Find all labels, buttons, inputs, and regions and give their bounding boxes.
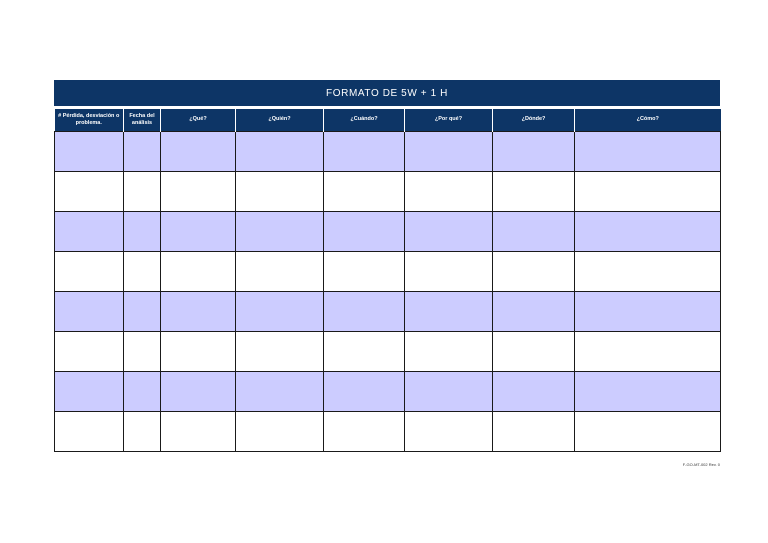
table-cell[interactable] bbox=[575, 291, 721, 331]
table-cell[interactable] bbox=[236, 251, 324, 291]
table-cell[interactable] bbox=[124, 371, 161, 411]
table-cell[interactable] bbox=[124, 411, 161, 451]
table-cell[interactable] bbox=[124, 131, 161, 171]
form-body bbox=[55, 131, 721, 451]
table-cell[interactable] bbox=[55, 411, 124, 451]
table-cell[interactable] bbox=[55, 251, 124, 291]
table-cell[interactable] bbox=[493, 131, 575, 171]
table-cell[interactable] bbox=[236, 411, 324, 451]
header-what: ¿Qué? bbox=[161, 109, 236, 131]
table-cell[interactable] bbox=[405, 251, 493, 291]
table-cell[interactable] bbox=[493, 411, 575, 451]
table-cell[interactable] bbox=[55, 291, 124, 331]
form-title: FORMATO DE 5W + 1 H bbox=[54, 80, 720, 106]
table-cell[interactable] bbox=[493, 251, 575, 291]
table-cell[interactable] bbox=[161, 411, 236, 451]
table-cell[interactable] bbox=[324, 331, 405, 371]
table-cell[interactable] bbox=[324, 371, 405, 411]
table-cell[interactable] bbox=[493, 371, 575, 411]
table-cell[interactable] bbox=[124, 331, 161, 371]
table-cell[interactable] bbox=[55, 131, 124, 171]
table-cell[interactable] bbox=[236, 371, 324, 411]
table-cell[interactable] bbox=[405, 211, 493, 251]
table-cell[interactable] bbox=[55, 171, 124, 211]
header-how: ¿Cómo? bbox=[575, 109, 721, 131]
table-cell[interactable] bbox=[324, 131, 405, 171]
table-cell[interactable] bbox=[124, 291, 161, 331]
table-cell[interactable] bbox=[575, 331, 721, 371]
table-cell[interactable] bbox=[575, 171, 721, 211]
table-cell[interactable] bbox=[236, 131, 324, 171]
table-cell[interactable] bbox=[324, 211, 405, 251]
table-cell[interactable] bbox=[161, 371, 236, 411]
table-row bbox=[55, 131, 721, 171]
table-cell[interactable] bbox=[324, 171, 405, 211]
header-row bbox=[55, 109, 721, 131]
table-cell[interactable] bbox=[161, 251, 236, 291]
table-row bbox=[55, 211, 721, 251]
table-cell[interactable] bbox=[161, 291, 236, 331]
table-cell[interactable] bbox=[575, 131, 721, 171]
table-row bbox=[55, 171, 721, 211]
form-table bbox=[54, 109, 721, 452]
table-row bbox=[55, 331, 721, 371]
table-cell[interactable] bbox=[575, 371, 721, 411]
footer-code: F-GO-MT-002 Rev. 0 bbox=[682, 462, 720, 467]
table-cell[interactable] bbox=[575, 211, 721, 251]
header-date: Fecha del análisis bbox=[124, 109, 161, 131]
table-cell[interactable] bbox=[405, 331, 493, 371]
header-when: ¿Cuándo? bbox=[324, 109, 405, 131]
table-cell[interactable] bbox=[493, 171, 575, 211]
table-cell[interactable] bbox=[124, 251, 161, 291]
table-cell[interactable] bbox=[55, 211, 124, 251]
table-cell[interactable] bbox=[405, 291, 493, 331]
table-cell[interactable] bbox=[161, 171, 236, 211]
table-cell[interactable] bbox=[405, 131, 493, 171]
table-cell[interactable] bbox=[161, 211, 236, 251]
table-cell[interactable] bbox=[236, 171, 324, 211]
table-cell[interactable] bbox=[405, 171, 493, 211]
header-who: ¿Quién? bbox=[236, 109, 324, 131]
table-cell[interactable] bbox=[324, 411, 405, 451]
table-cell[interactable] bbox=[493, 211, 575, 251]
table-cell[interactable] bbox=[405, 371, 493, 411]
table-cell[interactable] bbox=[55, 331, 124, 371]
table-cell[interactable] bbox=[236, 291, 324, 331]
table-row bbox=[55, 371, 721, 411]
table-cell[interactable] bbox=[324, 291, 405, 331]
header-why: ¿Por qué? bbox=[405, 109, 493, 131]
table-cell[interactable] bbox=[575, 411, 721, 451]
table-cell[interactable] bbox=[493, 291, 575, 331]
table-cell[interactable] bbox=[124, 211, 161, 251]
table-row bbox=[55, 251, 721, 291]
table-cell[interactable] bbox=[161, 131, 236, 171]
table-cell[interactable] bbox=[124, 171, 161, 211]
table-cell[interactable] bbox=[575, 251, 721, 291]
table-row bbox=[55, 291, 721, 331]
table-cell[interactable] bbox=[236, 211, 324, 251]
table-cell[interactable] bbox=[405, 411, 493, 451]
table-cell[interactable] bbox=[236, 331, 324, 371]
header-problem: # Pérdida, desviación o problema. bbox=[55, 109, 124, 131]
table-cell[interactable] bbox=[55, 371, 124, 411]
header-where: ¿Dónde? bbox=[493, 109, 575, 131]
table-cell[interactable] bbox=[324, 251, 405, 291]
form-sheet bbox=[54, 80, 720, 452]
table-cell[interactable] bbox=[493, 331, 575, 371]
table-row bbox=[55, 411, 721, 451]
table-cell[interactable] bbox=[161, 331, 236, 371]
